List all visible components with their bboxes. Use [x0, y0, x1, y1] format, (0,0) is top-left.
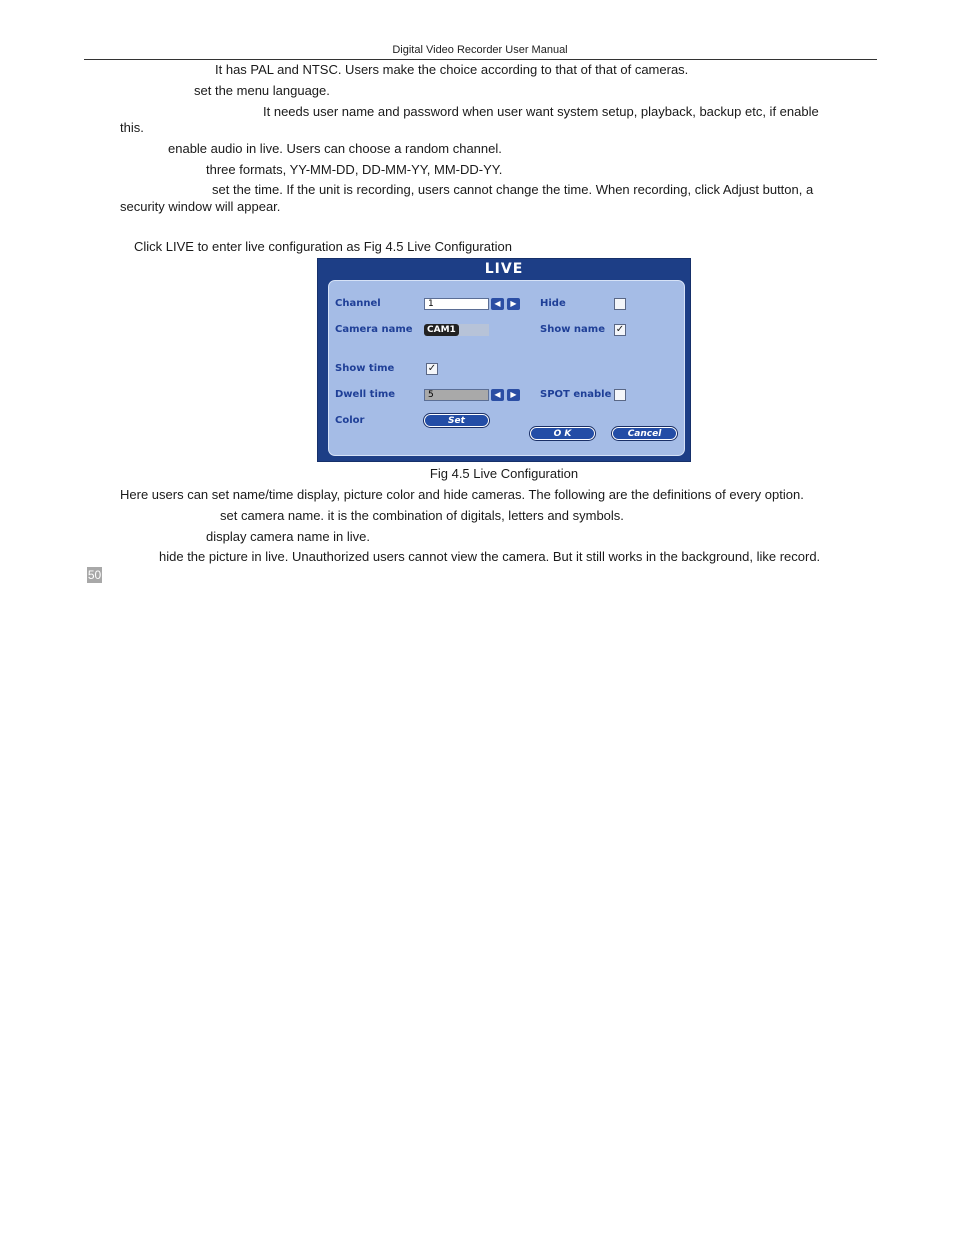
- time-text-line1: set the time. If the unit is recording, users cannot change the time. When recording, click Adjust button, a: [212, 182, 814, 197]
- show-name-checkbox[interactable]: ✓: [615, 324, 625, 335]
- dwell-time-field[interactable]: 5: [424, 389, 489, 401]
- header-rule: [84, 59, 877, 60]
- dialog-panel: [328, 280, 685, 456]
- video-system-text: It has PAL and NTSC. Users make the choice according to that of that of cameras.: [215, 62, 689, 77]
- channel-next-arrow-icon[interactable]: ▶: [507, 298, 520, 310]
- spot-enable-checkbox[interactable]: [614, 389, 626, 401]
- camera-name-definition: set camera name. it is the combination of digitals, letters and symbols.: [220, 508, 624, 523]
- camera-name-field[interactable]: CAM1: [424, 324, 459, 336]
- hide-definition: hide the picture in live. Unauthorized users cannot view the camera. But it still works in the background, like record.: [159, 549, 821, 564]
- show-name-label: Show name: [540, 324, 605, 335]
- spot-enable-label: SPOT enable: [540, 389, 612, 400]
- date-format-text: three formats, YY-MM-DD, DD-MM-YY, MM-DD-YY.: [206, 162, 503, 177]
- ok-button[interactable]: O K: [530, 427, 595, 440]
- dwell-next-arrow-icon[interactable]: ▶: [507, 389, 520, 401]
- dialog-title: LIVE: [484, 261, 524, 277]
- show-time-label: Show time: [335, 363, 395, 374]
- color-set-button[interactable]: Set: [424, 414, 489, 427]
- dwell-prev-arrow-icon[interactable]: ◀: [491, 389, 504, 401]
- language-text: set the menu language.: [194, 83, 330, 98]
- show-name-definition: display camera name in live.: [206, 529, 371, 544]
- figure-caption: Fig 4.5 Live Configuration: [429, 466, 579, 481]
- page-number: 50: [87, 568, 102, 582]
- audio-text: enable audio in live. Users can choose a random channel.: [168, 141, 502, 156]
- dwell-time-label: Dwell time: [335, 389, 396, 400]
- color-label: Color: [335, 415, 365, 426]
- live-intro-text: Click LIVE to enter live configuration as Fig 4.5 Live Configuration: [134, 239, 512, 254]
- running-header: Digital Video Recorder User Manual: [392, 44, 568, 56]
- show-time-checkbox[interactable]: ✓: [427, 363, 437, 374]
- camera-name-field-bg: [457, 324, 489, 336]
- channel-label: Channel: [335, 298, 381, 309]
- password-text-line1: It needs user name and password when user want system setup, playback, backup etc, if enable: [263, 104, 819, 119]
- hide-checkbox[interactable]: [614, 298, 626, 310]
- live-config-dialog: [317, 258, 691, 462]
- channel-field[interactable]: 1: [424, 298, 489, 310]
- time-text-line2: security window will appear.: [120, 199, 281, 214]
- definitions-intro: Here users can set name/time display, picture color and hide cameras. The following are the definitions of every option.: [120, 487, 804, 502]
- cancel-button[interactable]: Cancel: [612, 427, 677, 440]
- hide-label: Hide: [540, 298, 566, 309]
- channel-prev-arrow-icon[interactable]: ◀: [491, 298, 504, 310]
- password-text-line2: this.: [120, 120, 144, 135]
- camera-name-label: Camera name: [335, 324, 413, 335]
